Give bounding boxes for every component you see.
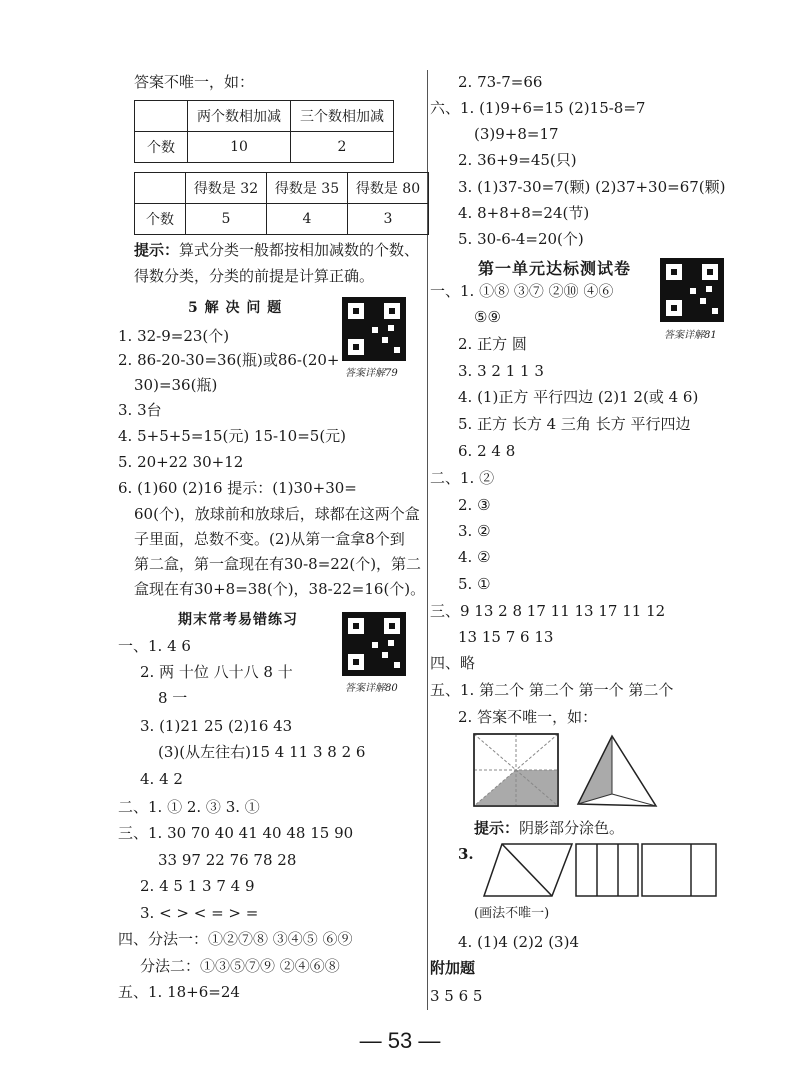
exam-line: 2. 4 5 1 3 7 4 9 bbox=[140, 877, 255, 895]
right-line: 4. 8+8+8=24(节) bbox=[458, 204, 590, 222]
unit-line: 三、9 13 2 8 17 11 13 17 11 12 bbox=[430, 602, 666, 620]
unit-line: 2. ③ bbox=[458, 496, 491, 514]
exam-line: 2. 两 十位 八十八 8 十 bbox=[140, 663, 293, 681]
table-cell: 个数 bbox=[135, 132, 188, 163]
sec5-line: 1. 32-9=23(个) bbox=[118, 327, 230, 345]
table-cell: 10 bbox=[188, 132, 291, 163]
unit-line: 3. 3 2 1 1 3 bbox=[458, 362, 544, 380]
right-line: 六、1. (1)9+6=15 (2)15-8=7 bbox=[430, 99, 646, 117]
exam-line: 三、1. 30 70 40 41 40 48 15 90 bbox=[118, 824, 354, 842]
unit-line: 5. 正方 长方 4 三角 长方 平行四边 bbox=[458, 415, 691, 433]
sec5-line: 5. 20+22 30+12 bbox=[118, 453, 244, 471]
unit-line: 3. ② bbox=[458, 522, 491, 540]
unit-line: 2. 正方 圆 bbox=[458, 335, 527, 353]
bonus-title: 附加题 bbox=[430, 959, 476, 977]
unit-line: 二、1. ② bbox=[430, 469, 495, 487]
q4-line: 4. (1)4 (2)2 (3)4 bbox=[458, 933, 579, 951]
sec5-line: 盒现在有30+8=38(个)，38-22=16(个)。 bbox=[134, 580, 426, 598]
q3-note: (画法不唯一) bbox=[474, 906, 550, 921]
table-cell: 4 bbox=[267, 204, 348, 235]
qr-code-icon bbox=[660, 258, 724, 322]
hint-line-2: 得数分类，分类的前提是计算正确。 bbox=[134, 267, 375, 285]
table-result-count bbox=[134, 172, 429, 235]
exam-line: 8 一 bbox=[158, 689, 188, 707]
unit-line: 4. (1)正方 平行四边 (2)1 2(或 4 6) bbox=[458, 388, 699, 406]
sec5-line: 30)=36(瓶) bbox=[134, 376, 218, 394]
unit-line: 四、略 bbox=[430, 654, 476, 672]
sec5-line: 4. 5+5+5=15(元) 15-10=5(元) bbox=[118, 427, 347, 445]
qr-caption: 答案详解79 bbox=[345, 368, 398, 379]
hint2-text: 阴影部分涂色。 bbox=[519, 819, 625, 837]
right-line: 2. 36+9=45(只) bbox=[458, 151, 577, 169]
exam-line: 3. (1)21 25 (2)16 43 bbox=[140, 717, 293, 735]
section-title-5: 5 解 决 问 题 bbox=[188, 300, 283, 316]
qr-code-icon bbox=[342, 612, 406, 676]
qr-caption: 答案详解80 bbox=[345, 683, 398, 694]
table-cell bbox=[135, 101, 188, 132]
unit-line: 13 15 7 6 13 bbox=[458, 628, 554, 646]
bonus-answer: 3 5 6 5 bbox=[430, 987, 483, 1005]
hint2-line bbox=[474, 818, 624, 838]
right-line: (3)9+8=17 bbox=[474, 125, 559, 143]
table-addsub-count bbox=[134, 100, 394, 163]
sec5-line: 3. 3台 bbox=[118, 401, 162, 419]
exam-line: (3)(从左往右)15 4 11 3 8 2 6 bbox=[158, 743, 366, 761]
table-header: 两个数相加减 bbox=[188, 101, 291, 132]
triangle-fold-figure bbox=[572, 732, 660, 812]
exam-line: 分法二：①③⑤⑦⑨ ②④⑥⑧ bbox=[140, 957, 340, 975]
intro-text: 答案不唯一，如： bbox=[134, 73, 255, 91]
square-fold-figure bbox=[472, 732, 562, 812]
unit-line: ⑤⑨ bbox=[474, 308, 501, 326]
right-line: 5. 30-6-4=20(个) bbox=[458, 230, 584, 248]
exam-line: 一、1. 4 6 bbox=[118, 637, 191, 655]
exam-line: 二、1. ① 2. ③ 3. ① bbox=[118, 798, 260, 816]
table-header: 得数是 80 bbox=[348, 173, 429, 204]
table-header: 得数是 35 bbox=[267, 173, 348, 204]
unit-line: 一、1. ①⑧ ③⑦ ②⑩ ④⑥ bbox=[430, 282, 614, 300]
sec5-line: 子里面，总数不变。(2)从第一盒拿8个到 bbox=[134, 530, 405, 548]
q3-label: 3. bbox=[458, 845, 474, 863]
section-title-unit: 第一单元达标测试卷 bbox=[478, 259, 632, 278]
table-cell: 个数 bbox=[135, 204, 186, 235]
unit-line: 2. 答案不唯一，如： bbox=[458, 708, 598, 726]
hint-text: 算式分类一般都按相加减数的个数、 bbox=[179, 241, 420, 259]
qr-code-icon bbox=[342, 297, 406, 361]
section-title-exam: 期末常考易错练习 bbox=[178, 612, 298, 628]
qr-caption: 答案详解81 bbox=[664, 330, 717, 341]
hint2-label: 提示： bbox=[474, 819, 520, 837]
unit-line: 6. 2 4 8 bbox=[458, 442, 516, 460]
hint-line-1 bbox=[134, 240, 419, 260]
q3-shapes-figure bbox=[482, 842, 722, 900]
exam-line: 3. < > < = > = bbox=[140, 904, 259, 922]
unit-line: 4. ② bbox=[458, 548, 491, 566]
unit-line: 五、1. 第二个 第二个 第一个 第二个 bbox=[430, 681, 674, 699]
exam-line: 四、分法一：①②⑦⑧ ③④⑤ ⑥⑨ bbox=[118, 930, 353, 948]
sec5-line: 第二盒，第一盒现在有30-8=22(个)，第二 bbox=[134, 555, 422, 573]
sec5-line: 60(个)，放球前和放球后，球都在这两个盒 bbox=[134, 505, 420, 523]
exam-line: 4. 4 2 bbox=[140, 770, 183, 788]
right-line: 2. 73-7=66 bbox=[458, 73, 543, 91]
hint-label: 提示： bbox=[134, 241, 180, 259]
table-cell: 5 bbox=[186, 204, 267, 235]
page-number: — 53 — bbox=[359, 1028, 441, 1053]
exam-line: 五、1. 18+6=24 bbox=[118, 983, 240, 1001]
exam-line: 33 97 22 76 78 28 bbox=[158, 851, 297, 869]
right-line: 3. (1)37-30=7(颗) (2)37+30=67(颗) bbox=[458, 178, 726, 196]
table-header: 得数是 32 bbox=[186, 173, 267, 204]
table-cell bbox=[135, 173, 186, 204]
table-cell: 3 bbox=[348, 204, 429, 235]
sec5-line: 6. (1)60 (2)16 提示：(1)30+30= bbox=[118, 479, 357, 497]
table-cell: 2 bbox=[291, 132, 394, 163]
table-header: 三个数相加减 bbox=[291, 101, 394, 132]
sec5-line: 2. 86-20-30=36(瓶)或86-(20+ bbox=[118, 351, 340, 369]
unit-line: 5. ① bbox=[458, 575, 491, 593]
